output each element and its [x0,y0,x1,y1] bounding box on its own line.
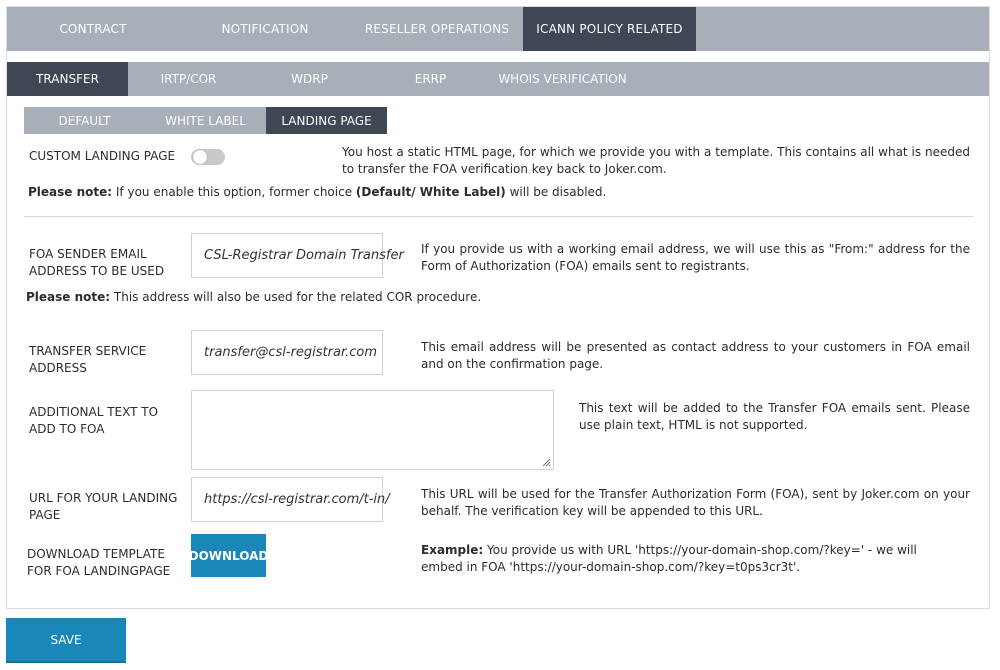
landing-url-description: This URL will be used for the Transfer Authorization Form (FOA), sent by Joker.com on your behalf. The verification key will be appended to this URL. [421,487,970,518]
download-button[interactable]: DOWNLOAD [191,534,266,577]
note-text: This address will also be used for the related COR procedure. [110,290,482,304]
note-suffix: will be disabled. [505,185,607,199]
tabs-level3 [24,107,387,134]
foa-sender-input[interactable]: CSL-Registrar Domain Transfer [191,233,383,278]
divider [24,216,973,217]
foa-sender-label: FOA SENDER EMAIL ADDRESS TO BE USED [29,247,165,278]
landing-url-label: URL FOR YOUR LANDING PAGE [29,491,178,522]
tab-wdrp[interactable]: WDRP [291,72,328,86]
additional-text-description: This text will be added to the Transfer FOA emails sent. Please use plain text, HTML is not supported. [579,401,970,432]
toggle-knob [193,150,207,164]
note-prefix: Please note: [26,290,111,304]
additional-text-textarea[interactable] [191,390,554,470]
additional-text-label: ADDITIONAL TEXT TO ADD TO FOA [29,405,159,436]
download-example [421,542,921,576]
note-prefix: Please note: [28,185,113,199]
tab-icann-policy-related[interactable]: ICANN POLICY RELATED [523,7,696,51]
resize-grip-icon[interactable] [541,457,551,467]
custom-landing-note [28,184,968,201]
tab-notification[interactable]: NOTIFICATION [221,22,309,36]
save-button[interactable]: SAVE [6,618,126,663]
tab-errp[interactable]: ERRP [414,72,447,86]
note-text: If you enable this option, former choice [112,185,356,199]
custom-landing-description: You host a static HTML page, for which we provide you with a template. This contains all what is needed to transfer the FOA verification key back to Joker.com. [342,145,970,176]
tab-default[interactable]: DEFAULT [58,113,111,128]
custom-landing-toggle[interactable] [191,149,225,165]
tab-white-label[interactable]: WHITE LABEL [165,113,246,128]
example-prefix: Example: [421,543,484,557]
transfer-service-input[interactable]: transfer@csl-registrar.com [191,330,383,375]
transfer-service-description: This email address will be presented as contact address to your customers in FOA email and on the confirmation page. [421,340,970,371]
landing-url-input[interactable]: https://csl-registrar.com/t-in/ [191,477,383,522]
tab-contract[interactable]: CONTRACT [59,22,127,36]
foa-sender-note [26,289,966,306]
custom-landing-label: CUSTOM LANDING PAGE [29,149,176,163]
tab-irtp-cor[interactable]: IRTP/COR [160,72,217,86]
tab-transfer[interactable]: TRANSFER [7,62,128,96]
tab-landing-page[interactable]: LANDING PAGE [266,107,387,134]
foa-sender-description: If you provide us with a working email address, we will use this as "From:" address for the Form of Authorization (FOA) emails sent to registrants. [421,242,970,273]
tab-reseller-operations[interactable]: RESELLER OPERATIONS [364,22,510,36]
download-template-label: DOWNLOAD TEMPLATE FOR FOA LANDINGPAGE [27,547,171,578]
settings-panel [6,6,990,609]
tabs-level1 [7,7,989,51]
tabs-level2 [7,62,989,96]
tab-whois-verification[interactable]: WHOIS VERIFICATION [498,72,627,86]
note-bold: (Default/ White Label) [355,185,506,199]
transfer-service-label: TRANSFER SERVICE ADDRESS [29,344,147,375]
example-text: You provide us with URL 'https://your-domain-shop.com/?key=' - we will embed in FOA 'https://your-domain-shop.com/?key=t0ps3cr3t'. [421,543,917,574]
